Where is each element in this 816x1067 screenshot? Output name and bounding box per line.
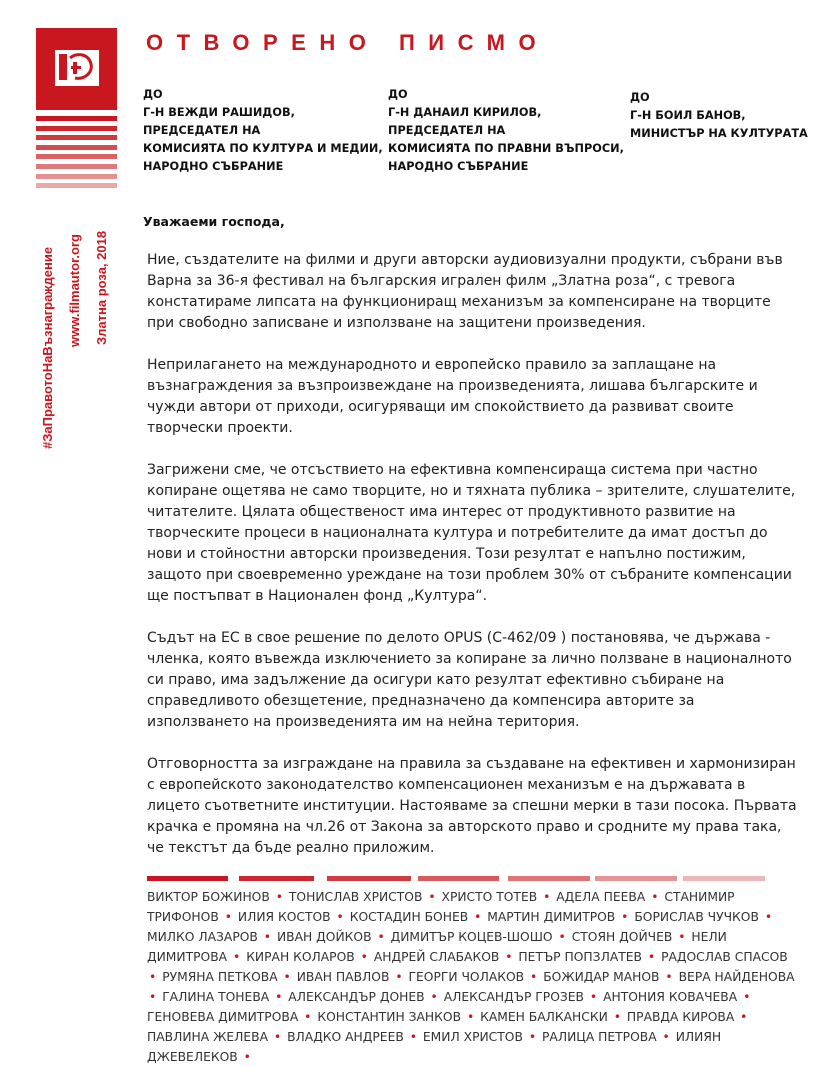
signatory-name: БОРИСЛАВ ЧУЧКОВ bbox=[634, 910, 759, 924]
recipient-line: НАРОДНО СЪБРАНИЕ bbox=[143, 160, 284, 173]
separator-bullet: • bbox=[662, 1030, 670, 1044]
divider-bar bbox=[508, 876, 590, 881]
divider-bar bbox=[418, 876, 499, 881]
stripe bbox=[36, 164, 117, 169]
separator-bullet: • bbox=[395, 970, 403, 984]
letter-body bbox=[147, 250, 797, 880]
recipient-block bbox=[630, 89, 808, 143]
signatory-name: РАЛИЦА ПЕТРОВА bbox=[542, 1030, 657, 1044]
signatory-name: МАРТИН ДИМИТРОВ bbox=[487, 910, 616, 924]
divider-bar bbox=[595, 876, 677, 881]
signatory-name: ИЛИЯН ДЖЕВЕЛЕКОВ bbox=[147, 1030, 722, 1064]
signatory-name: ИВАН ДОЙКОВ bbox=[276, 930, 372, 944]
recipient-block bbox=[388, 86, 624, 176]
separator-bullet: • bbox=[647, 950, 656, 964]
divider-bar bbox=[239, 876, 314, 881]
separator-bullet: • bbox=[360, 950, 368, 964]
signatory-name: ПАВЛИНА ЖЕЛЕВА bbox=[147, 1030, 268, 1044]
recipient-line: КОМИСИЯТА ПО КУЛТУРА И МЕДИИ, bbox=[143, 142, 383, 155]
signatory-name: ИЛИЯ КОСТОВ bbox=[237, 910, 331, 924]
stripe bbox=[36, 183, 117, 188]
signatory-name: КИРАН КОЛАРОВ bbox=[246, 950, 355, 964]
signatory-name: АЛЕКСАНДЪР ДОНЕВ bbox=[288, 990, 425, 1004]
signatory-name: КОНСТАНТИН ЗАНКОВ bbox=[317, 1010, 462, 1024]
separator-bullet: • bbox=[428, 890, 436, 904]
stripe bbox=[36, 145, 117, 150]
signatory-name: ИВАН ПАВЛОВ bbox=[296, 970, 390, 984]
divider-bars bbox=[147, 876, 777, 881]
signatory-name: ГЕНОВЕВА ДИМИТРОВА bbox=[147, 1010, 299, 1024]
signatory-name: КАМЕН БАЛКАНСКИ bbox=[480, 1010, 608, 1024]
signatory-name: ВЕРА НАЙДЕНОВА bbox=[678, 970, 795, 984]
signatory-name: ЕМИЛ ХРИСТОВ bbox=[422, 1030, 523, 1044]
stripe bbox=[36, 116, 117, 121]
stripe bbox=[36, 126, 117, 131]
filmautor-logo-icon bbox=[55, 50, 99, 86]
signatory-name: ХРИСТО ТОТЕВ bbox=[441, 890, 538, 904]
separator-bullet: • bbox=[678, 930, 686, 944]
separator-bullet: • bbox=[224, 910, 232, 924]
recipient-to: ДО bbox=[143, 88, 163, 101]
recipient-line: Г-Н ВЕЖДИ РАШИДОВ, bbox=[143, 106, 295, 119]
separator-bullet: • bbox=[377, 930, 385, 944]
separator-bullet: • bbox=[589, 990, 598, 1004]
divider-bar bbox=[327, 876, 411, 881]
signatory-name: АНДРЕЙ СЛАБАКОВ bbox=[373, 950, 500, 964]
event-text: Златна роза, 2018 bbox=[94, 230, 109, 345]
recipient-line: МИНИСТЪР НА КУЛТУРАТА bbox=[630, 127, 808, 140]
separator-bullet: • bbox=[263, 930, 272, 944]
decorative-stripes bbox=[36, 116, 117, 193]
signatory-name: АЛЕКСАНДЪР ГРОЗЕВ bbox=[443, 990, 584, 1004]
separator-bullet: • bbox=[149, 990, 157, 1004]
separator-bullet: • bbox=[665, 970, 673, 984]
website-text: www.filmautor.org bbox=[67, 234, 82, 347]
separator-bullet: • bbox=[543, 890, 551, 904]
separator-bullet: • bbox=[530, 970, 538, 984]
separator-bullet: • bbox=[275, 990, 283, 1004]
paragraph: Отговорността за изграждане на правила за създаване на ефективен и хармонизиран с европейското законодателство компенсационен механизъм е на държавата в лицето съответните институции. Настояваме за спешни мерки в тази посока. Първата крачка е промяна на чл.26 от Закона за авторското право и сродните му права така, че текстът да бъде реално приложим. bbox=[147, 756, 797, 856]
signatory-name: ДИМИТЪР КОЦЕВ-ШОШО bbox=[390, 930, 553, 944]
stripe bbox=[36, 135, 117, 140]
recipient-to: ДО bbox=[388, 88, 408, 101]
stripe bbox=[36, 154, 117, 159]
separator-bullet: • bbox=[275, 890, 283, 904]
stripe bbox=[36, 174, 117, 179]
recipient-line: КОМИСИЯТА ПО ПРАВНИ ВЪПРОСИ, bbox=[388, 142, 624, 155]
signatory-name: НЕЛИ ДИМИТРОВА bbox=[147, 930, 727, 964]
separator-bullet: • bbox=[528, 1030, 537, 1044]
signatory-name: БОЖИДАР МАНОВ bbox=[543, 970, 660, 984]
signatory-name: ВЛАДКО АНДРЕЕВ bbox=[287, 1030, 404, 1044]
paragraph: Ние, създателите на филми и други авторски аудиовизуални продукти, събрани във Варна за 36-я фестивал на българския игрален филм „Златна роза“, с тревога констатираме липсата на функциониращ механизъм за компенсиране на творците при свободно записване и използване на защитени произведения. bbox=[147, 252, 783, 331]
divider-bar bbox=[147, 876, 228, 881]
separator-bullet: • bbox=[304, 1010, 312, 1024]
logo bbox=[36, 28, 117, 110]
signatory-name: РУМЯНА ПЕТКОВА bbox=[162, 970, 278, 984]
signatory-name: АДЕЛА ПЕЕВА bbox=[556, 890, 646, 904]
separator-bullet: • bbox=[613, 1010, 621, 1024]
recipient-line: ПРЕДСЕДАТЕЛ НА bbox=[143, 124, 261, 137]
signatory-name: ВИКТОР БОЖИНОВ bbox=[147, 890, 270, 904]
separator-bullet: • bbox=[505, 950, 513, 964]
signatories-list bbox=[147, 887, 797, 1067]
separator-bullet: • bbox=[621, 910, 629, 924]
paragraph: Неприлагането на международното и европейско правило за заплащане на възнаграждения за възпроизвеждане на произведенията, лишава българските и чужди автори от приходи, осигуряващи им спокойствието да развиват своите творчески проекти. bbox=[147, 357, 758, 436]
recipient-line: НАРОДНО СЪБРАНИЕ bbox=[388, 160, 529, 173]
recipient-block bbox=[143, 86, 383, 176]
separator-bullet: • bbox=[283, 970, 291, 984]
separator-bullet: • bbox=[273, 1030, 282, 1044]
page-title: ОТВОРЕНО ПИСМО bbox=[146, 30, 550, 55]
paragraph: Загрижени сме, че отсъствието на ефективна компенсираща система при частно копиране ощетява не само творците, но и тяхната публика – зрителите, слушателите, читателите. Цялата общественост има интерес от продуктивното развитие на творческите процеси в националната култура и потребителите да имат достъп до нови и стойностни авторски произведения. Този резултат е напълно постижим, защото при своевременно уреждане на този проблем 30% от събраните компенсации ще постъпват в Национален фонд „Култура“. bbox=[147, 462, 796, 604]
separator-bullet: • bbox=[474, 910, 482, 924]
recipient-to: ДО bbox=[630, 91, 650, 104]
separator-bullet: • bbox=[233, 950, 241, 964]
signatory-name: МИЛКО ЛАЗАРОВ bbox=[147, 930, 258, 944]
signatory-name: ПРАВДА КИРОВА bbox=[626, 1010, 735, 1024]
signatory-name: ГАЛИНА ТОНЕВА bbox=[162, 990, 270, 1004]
signatory-name: КОСТАДИН БОНЕВ bbox=[349, 910, 469, 924]
recipient-line: ПРЕДСЕДАТЕЛ НА bbox=[388, 124, 506, 137]
greeting: Уважаеми господа, bbox=[143, 214, 285, 229]
separator-bullet: • bbox=[430, 990, 438, 1004]
separator-bullet: • bbox=[651, 890, 659, 904]
hashtag-text: #ЗаПравотоНаВъзнаграждение bbox=[40, 246, 55, 449]
signatory-name: СТАНИМИР ТРИФОНОВ bbox=[147, 890, 735, 924]
recipient-line: Г-Н ДАНАИЛ КИРИЛОВ, bbox=[388, 106, 542, 119]
separator-bullet: • bbox=[336, 910, 344, 924]
signatory-name: ТОНИСЛАВ ХРИСТОВ bbox=[288, 890, 423, 904]
signatory-name: РАДОСЛАВ СПАСОВ bbox=[661, 950, 788, 964]
separator-bullet: • bbox=[149, 970, 157, 984]
separator-bullet: • bbox=[466, 1010, 475, 1024]
signatory-name: АНТОНИЯ КОВАЧЕВА bbox=[603, 990, 738, 1004]
signatory-name: ПЕТЪР ПОПЗЛАТЕВ bbox=[518, 950, 642, 964]
divider-bar bbox=[683, 876, 765, 881]
separator-bullet: • bbox=[243, 1050, 251, 1064]
separator-bullet: • bbox=[409, 1030, 417, 1044]
paragraph: Съдът на ЕС в свое решение по делото OPUS (С-462/09 ) постановява, че държава - членка, която въвежда изключението за копиране за лично ползване в националното си право, има задължение да осигури като резултат ефективно събиране на справедливото обезщетение, предназначено да компенсира авторите за използването на произведенията им на нейна територия. bbox=[147, 630, 792, 730]
separator-bullet: • bbox=[743, 990, 751, 1004]
separator-bullet: • bbox=[558, 930, 566, 944]
separator-bullet: • bbox=[740, 1010, 748, 1024]
separator-bullet: • bbox=[764, 910, 773, 924]
signatory-name: ГЕОРГИ ЧОЛАКОВ bbox=[408, 970, 525, 984]
recipient-line: Г-Н БОИЛ БАНОВ, bbox=[630, 109, 746, 122]
signatory-name: СТОЯН ДОЙЧЕВ bbox=[571, 930, 673, 944]
